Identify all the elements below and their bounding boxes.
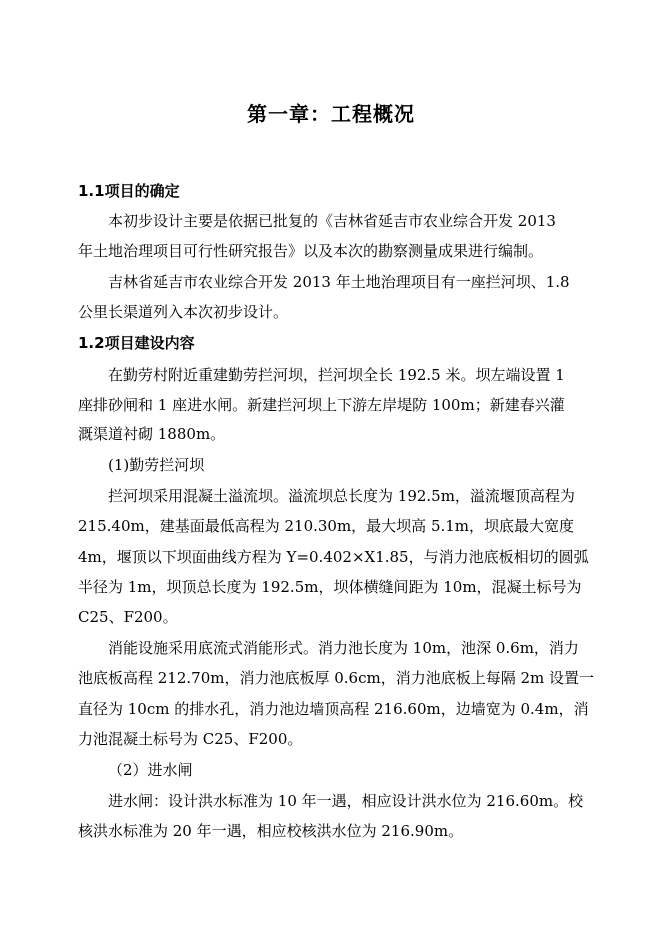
subsection-label: (1)勤劳拦河坝 [108, 456, 205, 474]
paragraph-line: 年土地治理项目可行性研究报告》以及本次的勘察测量成果进行编制。 [78, 242, 544, 260]
paragraph-line: C25、F200。 [78, 608, 178, 626]
paragraph-line: 消能设施采用底流式消能形式。消力池长度为 10m，池深 0.6m，消力 [108, 639, 579, 657]
paragraph-line: 半径为 1m，坝顶总长度为 192.5m，坝体横缝间距为 10m，混凝土标号为 [78, 578, 582, 596]
paragraph-line: 座排砂闸和 1 座进水闸。新建拦河坝上下游左岸堤防 100m；新建春兴灌 [78, 396, 565, 414]
paragraph-line: 力池混凝土标号为 C25、F200。 [78, 730, 303, 748]
paragraph-line: 池底板高程 212.70m，消力池底板厚 0.6cm，消力池底板上每隔 2m 设置一 [78, 669, 595, 687]
paragraph-line: 进水闸：设计洪水标准为 10 年一遇，相应设计洪水位为 216.60m。校 [108, 792, 584, 810]
paragraph-line: 核洪水标准为 20 年一遇，相应校核洪水位为 216.90m。 [78, 822, 464, 840]
section-heading: 1.1项目的确定 [78, 182, 180, 200]
paragraph-line: 215.40m，建基面最低高程为 210.30m，最大坝高 5.1m，坝底最大宽度 [78, 517, 575, 535]
paragraph-line: 直径为 10cm 的排水孔，消力池边墙顶高程 216.60m，边墙宽为 0.4m，消 [78, 700, 589, 718]
paragraph-line: 溉渠道衬砌 1880m。 [78, 425, 226, 443]
chapter-title: 第一章：工程概况 [247, 102, 415, 126]
paragraph-line: 吉林省延吉市农业综合开发 2013 年土地治理项目有一座拦河坝、1.8 [108, 273, 570, 291]
paragraph-line: 本初步设计主要是依据已批复的《吉林省延吉市农业综合开发 2013 [108, 212, 556, 230]
paragraph-line: 拦河坝采用混凝土溢流坝。溢流坝总长度为 192.5m，溢流堰顶高程为 [108, 487, 575, 505]
paragraph-line: 4m，堰顶以下坝面曲线方程为 Y=0.402×X1.85，与消力池底板相切的圆弧 [78, 548, 589, 566]
section-heading: 1.2项目建设内容 [78, 334, 195, 352]
paragraph-line: 公里长渠道列入本次初步设计。 [78, 303, 289, 321]
paragraph-line: 在勤劳村附近重建勤劳拦河坝，拦河坝全长 192.5 米。坝左端设置 1 [108, 366, 565, 384]
subsection-label: （2）进水闸 [108, 761, 193, 779]
